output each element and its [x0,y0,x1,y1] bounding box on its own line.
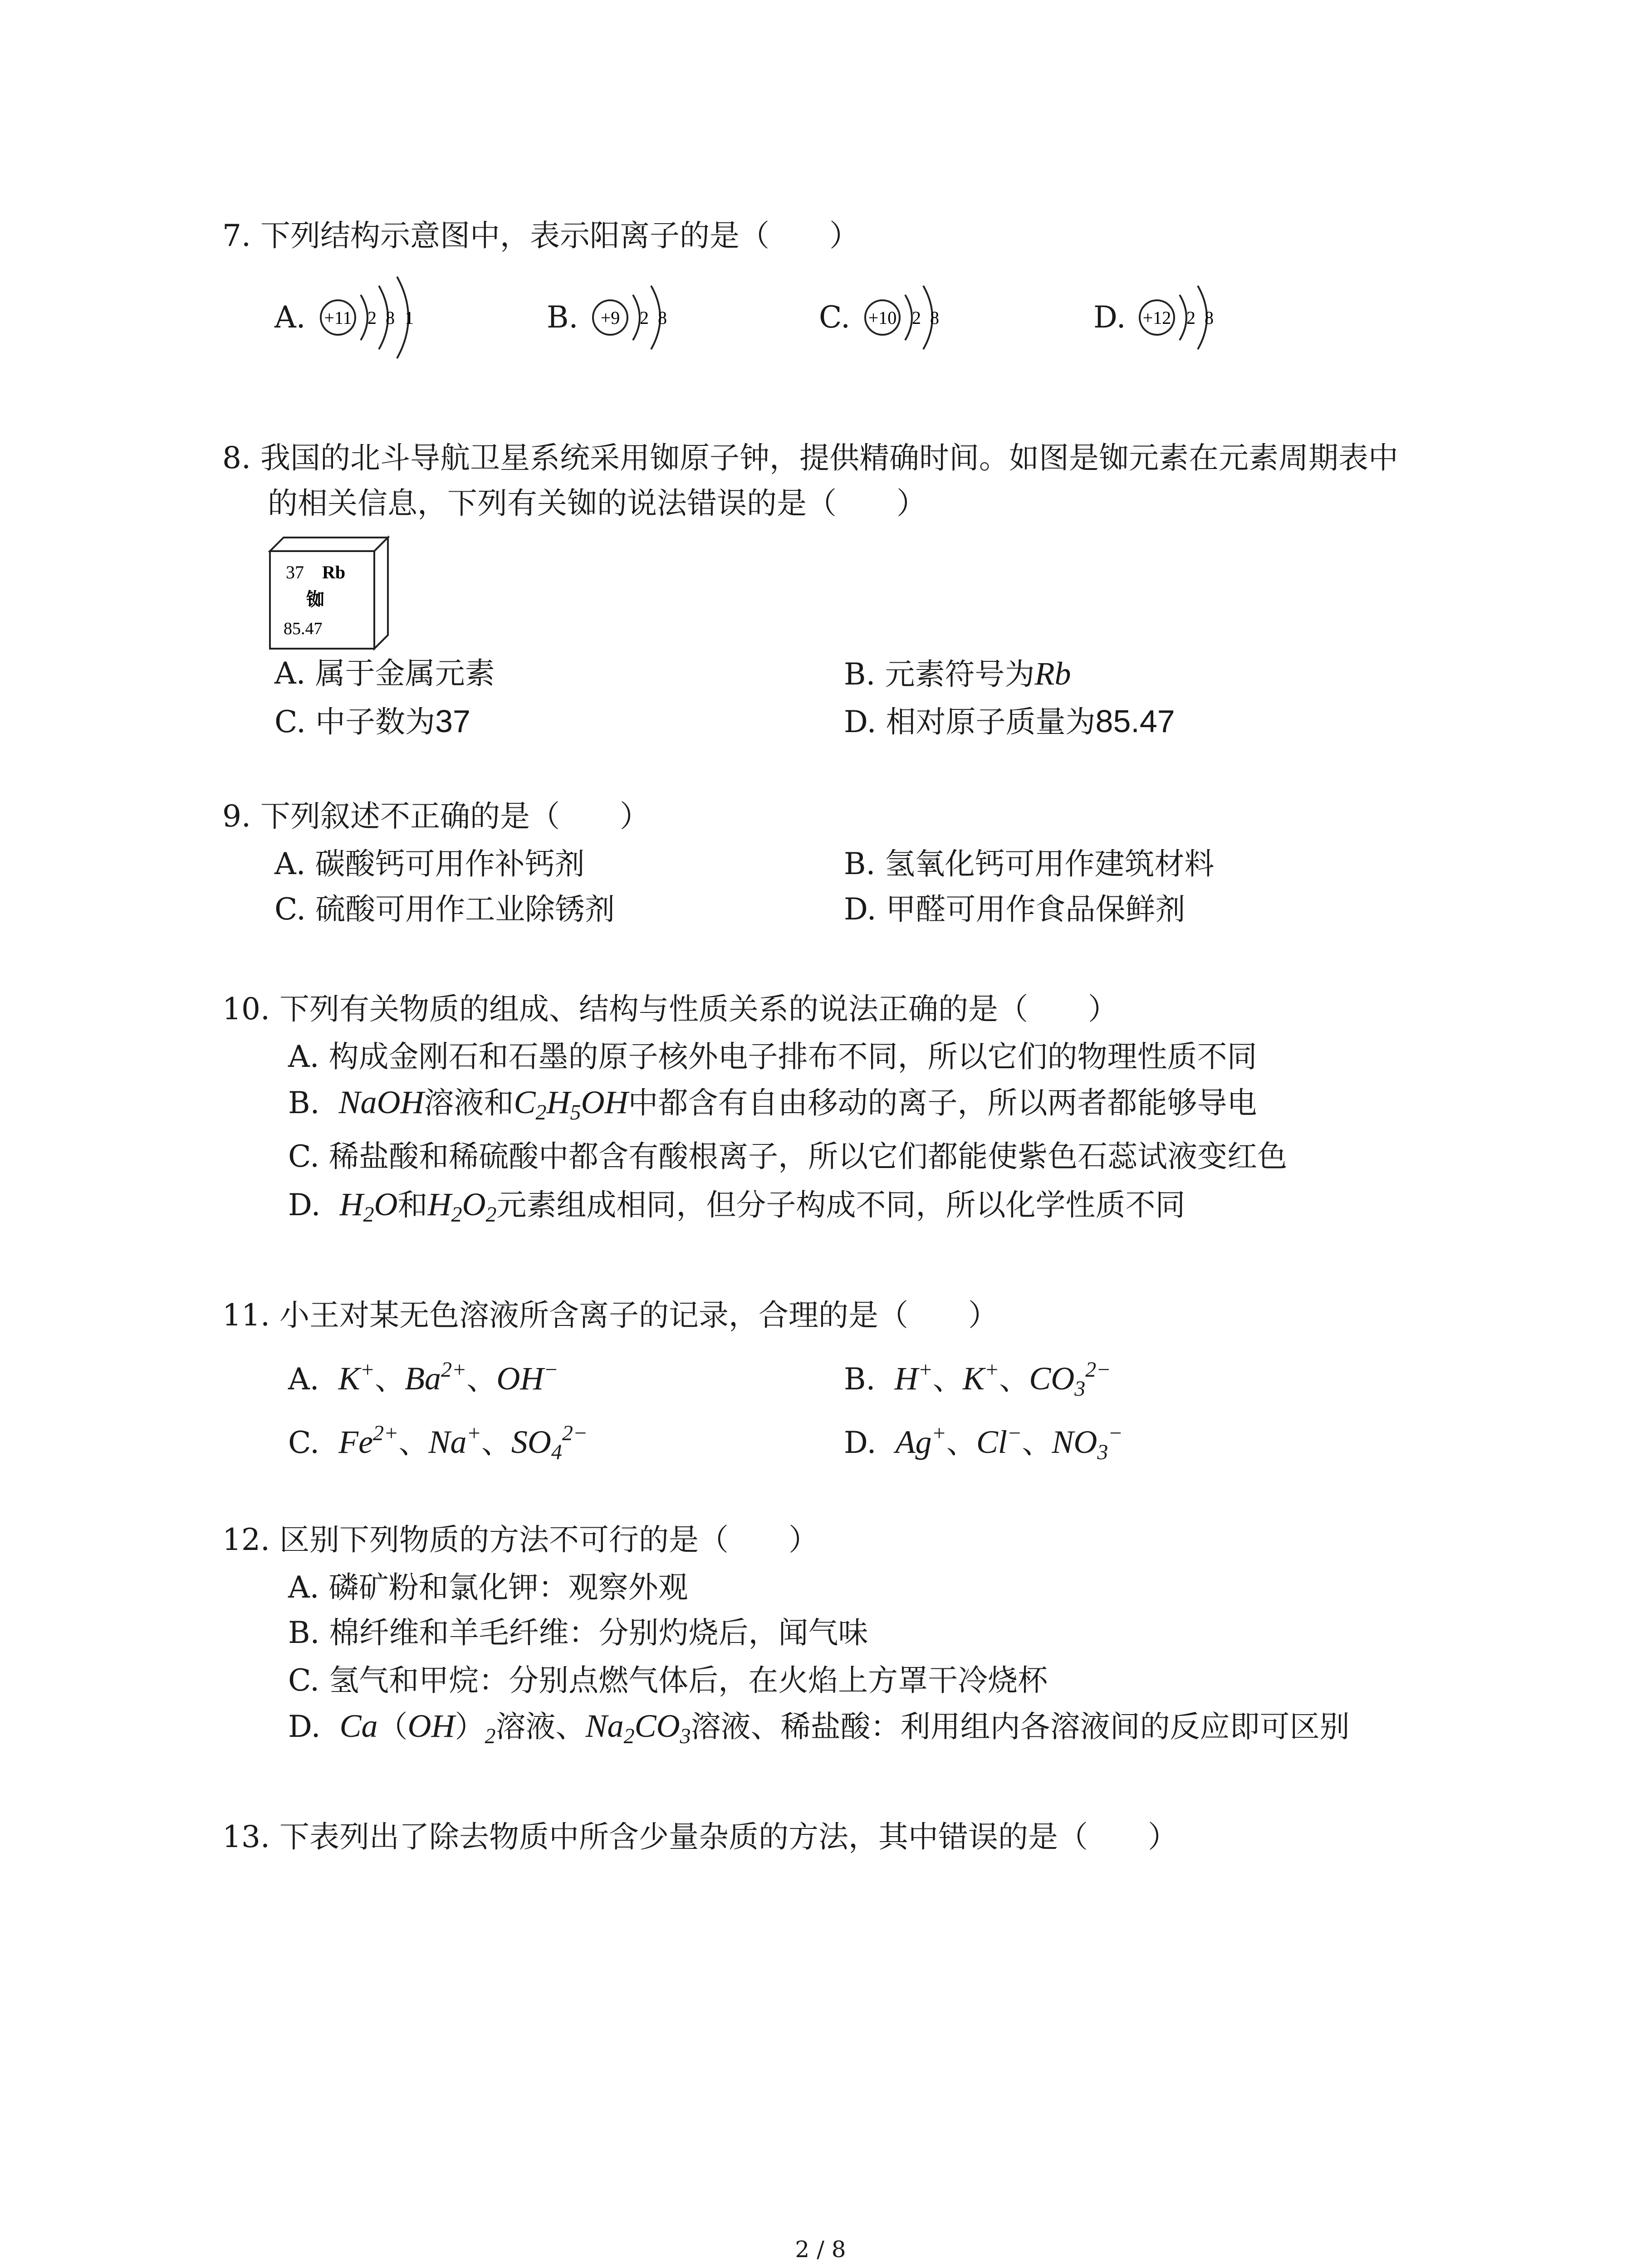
q11-stem: 11. 小王对某无色溶液所含离子的记录，合理的是（ ） [222,1298,998,1333]
q12-option-d: D. $Ca(OH)_2$溶液、$Na_2CO_3$溶液、稀盐酸：利用组内各溶液间的反应即可区别 [288,1708,1350,1748]
q7-option-b-label: B. [547,300,578,335]
q8-option-b: B. 元素符号为Rb [844,655,1071,692]
page-number: 2 / 8 [795,2236,846,2263]
svg-text:+11: +11 [324,308,352,328]
q7-atom-diagram-b [590,277,681,358]
q8-option-d: D. 相对原子质量为85.47 [844,704,1175,739]
q7-atom-diagram-c [862,277,953,358]
svg-text:8: 8 [1205,308,1214,328]
svg-text:2: 2 [1186,308,1195,328]
svg-text:1: 1 [405,308,414,328]
q10-option-b: B. NaOH溶液和$C_2H_5OH$中都含有自由移动的离子，所以两者都能够导电 [288,1084,1257,1124]
q12-option-b: B. 棉纤维和羊毛纤维：分别灼烧后，闻气味 [288,1615,868,1650]
svg-text:2: 2 [912,308,921,328]
q10-option-a: A. 构成金刚石和石墨的原子核外电子排布不同，所以它们的物理性质不同 [288,1039,1257,1074]
q10-option-c: C. 稀盐酸和稀硫酸中都含有酸根离子，所以它们都能使紫色石蕊试液变红色 [288,1139,1288,1174]
q9-stem: 9. 下列叙述不正确的是（ ） [222,799,650,834]
svg-text:8: 8 [386,308,395,328]
q11-option-b: B. H+、K+、$CO_3^{2-}$ [844,1358,1111,1401]
q13-stem: 13. 下表列出了除去物质中所含少量杂质的方法，其中错误的是（ ） [222,1819,1178,1854]
q9-option-d: D. 甲醛可用作食品保鲜剂 [844,892,1185,927]
q7-option-c-label: C. [819,300,851,335]
svg-text:2: 2 [367,308,377,328]
q8-stem-line2: 的相关信息，下列有关铷的说法错误的是（ ） [268,486,926,521]
q10-option-d: D. $H_2O$和$H_2O_2$元素组成相同，但分子构成不同，所以化学性质不同 [288,1186,1185,1227]
q7-stem: 7. 下列结构示意图中，表示阳离子的是（ ） [222,218,859,253]
svg-text:Rb: Rb [322,562,346,582]
periodic-table-cell-rb [263,531,395,653]
svg-text:+10: +10 [868,308,897,328]
q7-atom-diagram-a [318,268,426,367]
q10-stem: 10. 下列有关物质的组成、结构与性质关系的说法正确的是（ ） [222,992,1118,1026]
q9-option-b: B. 氢氧化钙可用作建筑材料 [844,846,1215,881]
svg-text:8: 8 [930,308,939,328]
q11-option-c: C. $Fe^{2+}$、Na+、$SO_4^{2-}$ [288,1421,588,1464]
q7-option-d-label: D. [1093,300,1126,335]
q11-option-a: A. K+、$Ba^{2+}$、OH− [288,1358,558,1397]
q12-option-c: C. 氢气和甲烷：分别点燃气体后，在火焰上方罩干冷烧杯 [288,1663,1048,1698]
svg-text:8: 8 [658,308,667,328]
svg-text:85.47: 85.47 [284,619,323,638]
svg-text:+9: +9 [600,308,620,328]
q7-atom-diagram-d [1136,277,1227,358]
q11-option-d: D. Ag+、Cl−、$NO_3^-$ [844,1421,1123,1464]
q8-option-a: A. 属于金属元素 [274,656,495,691]
svg-text:铷: 铷 [306,589,324,610]
q12-stem: 12. 区别下列物质的方法不可行的是（ ） [222,1522,818,1557]
svg-text:37: 37 [286,562,304,582]
q9-option-a: A. 碳酸钙可用作补钙剂 [274,846,585,881]
q9-option-c: C. 硫酸可用作工业除锈剂 [274,892,615,927]
q8-stem-line1: 8. 我国的北斗导航卫星系统采用铷原子钟，提供精确时间。如图是铷元素在元素周期表中 [222,440,1398,475]
q7-option-a-label: A. [274,300,306,335]
q8-option-c: C. 中子数为37 [274,704,470,739]
q12-option-a: A. 磷矿粉和氯化钾：观察外观 [288,1570,688,1605]
svg-text:+12: +12 [1142,308,1171,328]
svg-text:2: 2 [640,308,649,328]
